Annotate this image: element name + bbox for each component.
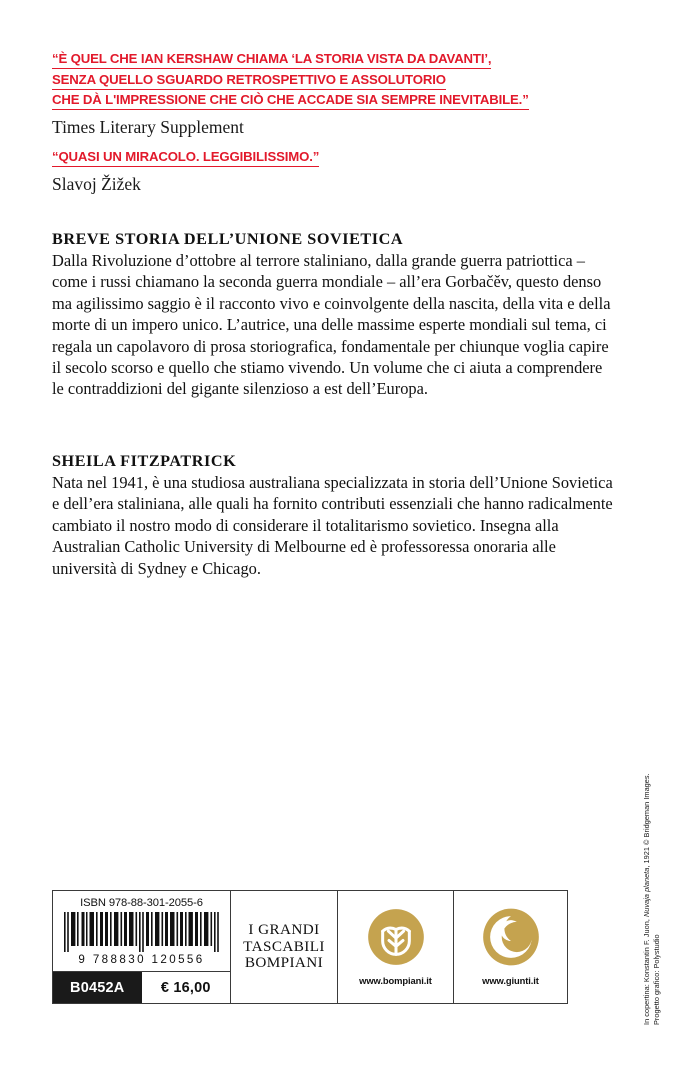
quote-1-source: Times Literary Supplement bbox=[52, 116, 244, 137]
credits-artwork-title: Nuvaja planeta bbox=[642, 867, 651, 918]
footer-strip bbox=[52, 890, 568, 1004]
bompiani-url[interactable]: www.bompiani.it bbox=[359, 975, 432, 986]
barcode-bars-icon bbox=[64, 912, 220, 952]
imprint-cell bbox=[230, 891, 337, 1003]
quote-2-source: Slavoj Žižek bbox=[52, 173, 141, 194]
imprint-line-1: I GRANDI bbox=[248, 921, 320, 939]
giunti-logo-icon bbox=[482, 908, 540, 966]
quote-1-line-2: SENZA QUELLO SGUARDO RETROSPETTIVO E ASSOLUTORIO bbox=[52, 71, 446, 90]
bompiani-logo-icon bbox=[367, 908, 425, 966]
book-title: BREVE STORIA DELL’UNIONE SOVIETICA bbox=[52, 230, 404, 248]
quote-2-line-1: “QUASI UN MIRACOLO. LEGGIBILISSIMO.” bbox=[52, 148, 319, 167]
internal-code: B0452A bbox=[53, 972, 142, 1003]
quote-1-line-3: CHE DÀ L'IMPRESSIONE CHE CIÒ CHE ACCADE SIA SEMPRE INEVITABILE.” bbox=[52, 91, 529, 110]
giunti-cell[interactable] bbox=[453, 891, 567, 1003]
isbn-label: ISBN 978-88-301-2055-6 bbox=[80, 897, 203, 909]
book-blurb bbox=[52, 229, 614, 400]
bompiani-cell[interactable] bbox=[337, 891, 453, 1003]
barcode-digits: 9 788830 120556 bbox=[78, 953, 205, 966]
author-bio-block bbox=[52, 451, 614, 579]
author-bio: Nata nel 1941, è una studiosa australiana specializzata in storia dell’Unione Sovietica e dell’era staliniana, alle quali ha fornito contributi essenziali che hanno radicalmente cambiato il nostro modo di considerare il totalitarismo sovietico. Insegna alla Australian Catholic University di Melbourne ed è professoressa onoraria alle università di Sydney e Chicago. bbox=[52, 473, 613, 578]
cover-credits bbox=[642, 755, 661, 1025]
barcode-area bbox=[53, 891, 230, 972]
imprint-line-2: TASCABILI bbox=[243, 937, 325, 955]
quote-1-line-1: “È QUEL CHE IAN KERSHAW CHIAMA ‘LA STORIA VISTA DA DAVANTI’, bbox=[52, 50, 491, 69]
credits-cover-prefix: In copertina: Konstantin F. Juon, bbox=[642, 917, 651, 1025]
credits-cover-suffix: , 1921 © Bridgeman Images. bbox=[642, 773, 651, 868]
author-name: SHEILA FITZPATRICK bbox=[52, 452, 237, 470]
imprint-line-3: BOMPIANI bbox=[244, 954, 324, 972]
credits-line-1 bbox=[642, 755, 652, 1025]
review-quote-2 bbox=[52, 148, 319, 195]
barcode-cell bbox=[53, 891, 230, 1003]
book-description: Dalla Rivoluzione d’ottobre al terrore staliniano, dalla grande guerra patriottica – come i russi chiamano la seconda guerra mondiale – all’era Gorbačěv, questo denso ma agilissimo saggio è il racconto vivo e coinvolgente della nascita, della vita e della morte di un impero unico. L’autrice, una delle massime esperte mondiali sul tema, ci regala un capolavoro di prosa storiografica, fondamentale per chiunque voglia capire il secolo scorso e quello che stiamo vivendo. Un volume che ci aiuta a comprendere le contraddizioni del gigante silenzioso a est dell’Europa. bbox=[52, 251, 611, 399]
price-label: € 16,00 bbox=[160, 979, 211, 996]
giunti-url[interactable]: www.giunti.it bbox=[482, 975, 539, 986]
imprint-name bbox=[243, 922, 325, 972]
review-quote-1 bbox=[52, 50, 529, 138]
credits-line-2: Progetto grafico: Polystudio bbox=[651, 934, 661, 1025]
